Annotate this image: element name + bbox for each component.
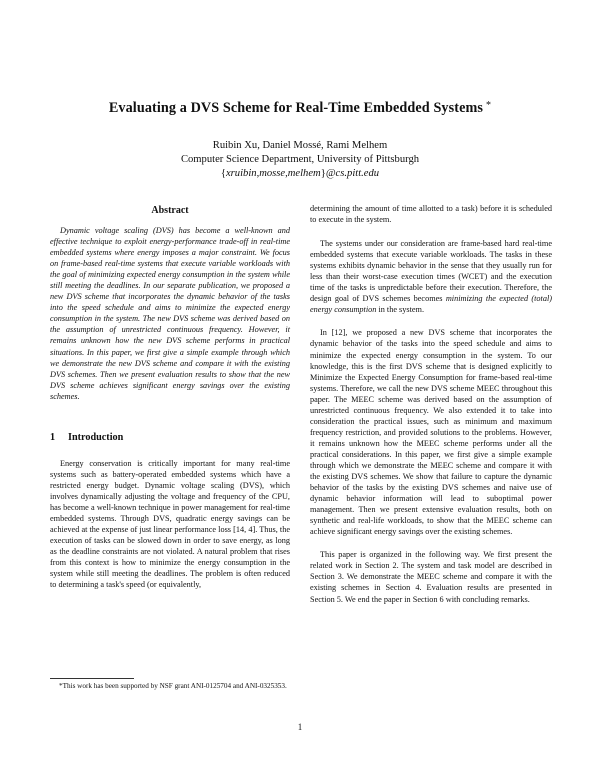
intro-paragraph-4: This paper is organized in the following way. We first present the related work in Section 2. The system and task model are described in Section 3. We demonstrate the MEEC scheme and compare it with the existing schemes in Section 4. Evaluation results are presented in Section 5. We end the paper in Section 6 with concluding remarks.: [310, 550, 552, 604]
intro-paragraph-1: Energy conservation is critically important for many real-time systems such as battery-operated embedded systems which have a restricted energy budget. Dynamic voltage scaling (DVS), which involves dynamically adjusting the voltage and frequency of the CPU, has become a well-known technique in power management for real-time embedded systems. Through DVS, quadratic energy savings can be achieved at the expense of just linear performance loss [14, 4]. Thus, the execution of tasks can be slowed down in order to save energy, as long as the deadline constraints are not violated. A natural problem that rises from this context is how to minimize the energy consumption in the system while still meeting the deadlines. The problem is often reduced to determining a task's speed (or equivalently,: [50, 458, 290, 590]
section-title: Introduction: [68, 431, 124, 443]
section-heading-introduction: [50, 432, 290, 444]
affiliation: Computer Science Department, University of Pittsburgh: [180, 154, 420, 165]
paper-title: [0, 100, 600, 117]
footnote-divider: [50, 678, 134, 679]
email-usernames: xruibin,mosse,melhem: [225, 168, 321, 179]
intro-paragraph-3: In [12], we proposed a new DVS scheme that incorporates the dynamic behavior of the tasks into the speed schedule and aims to minimize the expected energy consumption in the system. To our knowledge, this is the first DVS scheme that is designed explicitly to Minimize the Expected Energy Consumption for frame-based real-time systems. Therefore, we call the new DVS scheme MEEC throughout this paper. The MEEC scheme was derived based on the assumption of unrestricted continuous frequency. We also extended it to take into consideration the practical issues, such as minimum and maximum frequency restriction, and provided solutions to the problems. However, it remains unknown how the MEEC scheme performs under all the practical considerations. In this paper, we first give a simple example through which we demonstrate the MEEC scheme and compare it with the existing DVS schemes. We show that failure to capture the dynamic behavior of the tasks by the existing DVS schemes and naive use of dynamic behavior information will lead to suboptimal power management. Then we present extensive evaluation results, both on synthetic and real-life workloads, to show that the MEEC scheme can achieve significant energy savings over the existing schemes.: [310, 328, 552, 537]
email-brace-close: }: [320, 168, 326, 179]
title-footnote-marker: *: [486, 100, 492, 111]
author-list: Ruibin Xu, Daniel Mossé, Rami Melhem: [212, 140, 388, 151]
author-emails: [0, 168, 600, 179]
section-number: 1: [50, 431, 56, 443]
intro-paragraph-2: [310, 238, 552, 315]
email-domain: @cs.pitt.edu: [325, 168, 380, 179]
intro-paragraph-2-tail: in the system.: [378, 305, 425, 315]
intro-paragraph-2-emphasis: minimizing the expected (total) energy consumption: [310, 294, 553, 315]
abstract-heading: Abstract: [151, 205, 189, 216]
left-column: [50, 203, 290, 602]
intro-paragraph-1-continued: determining the amount of time allotted to a task) before it is scheduled to execute in the system.: [310, 204, 552, 225]
abstract-text: Dynamic voltage scaling (DVS) has become a well-known and effective technique to exploit energy-performance trade-off in real-time embedded systems where energy imposes a major constraint. We focus on frame-based real-time systems that execute variable workloads with the goal of minimizing expected energy consumption in the system while still meeting the deadlines. In our separate publication, we proposed a new DVS scheme that incorporates the dynamic behavior of the tasks into the speed schedule and aims to minimize the expected energy consumption in the system. The new DVS scheme was derived based on the assumption of unrestricted continuous frequency. However, it remains unknown how the new DVS scheme performs in practical situations. In this paper, we first give a simple example through which we demonstrate the new DVS scheme and compare it with the existing DVS schemes. Then we present evaluation results to show that the new DVS scheme achieves significant energy savings over the existing schemes.: [50, 226, 290, 401]
right-column: [310, 203, 552, 617]
page-number: 1: [297, 722, 303, 732]
email-brace-open: {: [220, 168, 226, 179]
intro-paragraph-2-text: The systems under our consideration are frame-based hard real-time embedded systems that execute variable workloads. The tasks in these systems exhibits dynamic behavior in the sense that they usually run for less than their worst-case execution times (WCET) and the execution time of the tasks is unpredictable before their execution. Therefore, the design goal of DVS schemes becomes: [310, 239, 552, 304]
footnote: *This work has been supported by NSF grant ANI-0125704 and ANI-0325353.: [59, 682, 287, 690]
paper-title-text: Evaluating a DVS Scheme for Real-Time Embedded Systems: [108, 100, 484, 116]
